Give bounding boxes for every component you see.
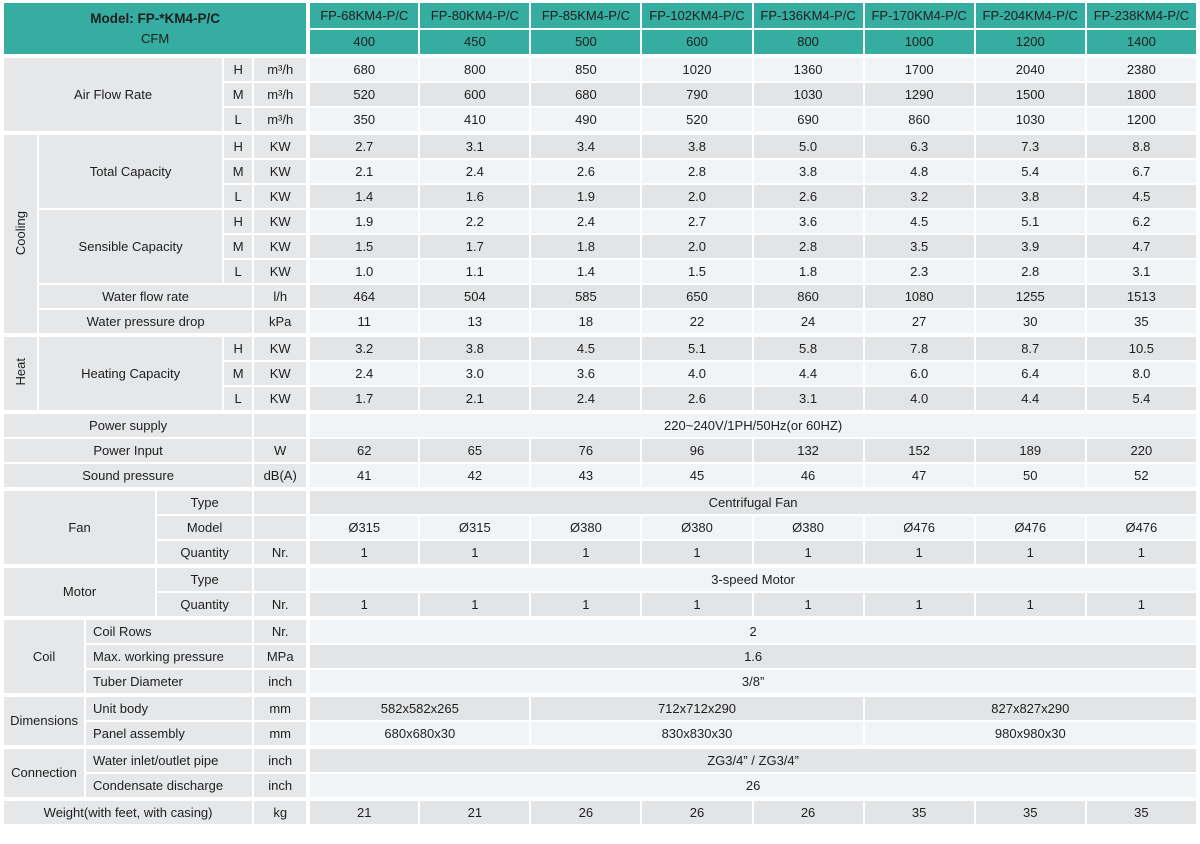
table-cell: 3.5: [864, 234, 975, 259]
table-cell: 1: [530, 540, 641, 566]
speed-label: L: [223, 259, 253, 284]
table-cell: 504: [419, 284, 530, 309]
table-cell: 520: [308, 82, 419, 107]
table-cell: 35: [864, 799, 975, 825]
speed-label: H: [223, 335, 253, 361]
table-cell: 2.8: [753, 234, 864, 259]
motor-label: Motor: [3, 566, 156, 618]
panel-assembly-label: Panel assembly: [85, 721, 253, 747]
table-cell: 42: [419, 463, 530, 489]
unit-label: MPa: [253, 644, 308, 669]
table-cell: 2.4: [530, 386, 641, 412]
table-cell: 2.7: [308, 133, 419, 159]
unit-label: mm: [253, 721, 308, 747]
speed-label: L: [223, 107, 253, 133]
row-tuber-diameter: [3, 669, 1197, 695]
column-header-cell: FP-204KM4-P/C: [975, 2, 1086, 29]
table-cell: Ø380: [641, 515, 752, 540]
table-cell: 1: [1086, 592, 1197, 618]
table-cell: 1.4: [308, 184, 419, 209]
table-cell: Ø315: [308, 515, 419, 540]
table-cell: 3.4: [530, 133, 641, 159]
table-cell: 35: [1086, 799, 1197, 825]
row-fan-type: [3, 489, 1197, 515]
tuber-diameter-value: 3/8”: [308, 669, 1197, 695]
table-cell: 2040: [975, 56, 1086, 82]
unit-body-value-large: 827x827x290: [864, 695, 1197, 721]
cfm-value-cell: 1400: [1086, 29, 1197, 56]
power-input-label: Power Input: [3, 438, 253, 463]
total-capacity-label: Total Capacity: [38, 133, 223, 209]
table-cell: 27: [864, 309, 975, 335]
table-cell: 4.7: [1086, 234, 1197, 259]
table-cell: 2.8: [975, 259, 1086, 284]
table-cell: 2380: [1086, 56, 1197, 82]
table-cell: 30: [975, 309, 1086, 335]
row-panel-assembly: [3, 721, 1197, 747]
condensate-value: 26: [308, 773, 1197, 799]
water-flow-rate-label: Water flow rate: [38, 284, 253, 309]
speed-label: L: [223, 386, 253, 412]
table-cell: Ø476: [975, 515, 1086, 540]
table-cell: 6.2: [1086, 209, 1197, 234]
table-cell: Ø380: [753, 515, 864, 540]
table-cell: 1513: [1086, 284, 1197, 309]
column-header-cell: FP-80KM4-P/C: [419, 2, 530, 29]
cooling-label: Cooling: [13, 210, 28, 255]
unit-label: inch: [253, 747, 308, 773]
table-cell: Ø476: [864, 515, 975, 540]
unit-label: l/h: [253, 284, 308, 309]
unit-label: Nr.: [253, 618, 308, 644]
unit-label: Nr.: [253, 540, 308, 566]
fan-model-label: Model: [156, 515, 253, 540]
table-cell: 585: [530, 284, 641, 309]
table-cell: 3.8: [641, 133, 752, 159]
table-cell: 45: [641, 463, 752, 489]
unit-body-value-medium: 712x712x290: [530, 695, 863, 721]
table-cell: 1: [530, 592, 641, 618]
table-cell: 132: [753, 438, 864, 463]
unit-label: inch: [253, 773, 308, 799]
table-cell: 1030: [753, 82, 864, 107]
table-cell: 2.4: [308, 361, 419, 386]
condensate-label: Condensate discharge: [85, 773, 253, 799]
table-cell: 62: [308, 438, 419, 463]
table-cell: 26: [530, 799, 641, 825]
table-cell: 4.8: [864, 159, 975, 184]
table-cell: 1.7: [308, 386, 419, 412]
table-cell: 2.6: [530, 159, 641, 184]
unit-label: Nr.: [253, 592, 308, 618]
motor-quantity-label: Quantity: [156, 592, 253, 618]
row-airflow-h: [3, 56, 1197, 82]
column-header-cell: FP-102KM4-P/C: [641, 2, 752, 29]
row-max-working-pressure: [3, 644, 1197, 669]
table-cell: 1290: [864, 82, 975, 107]
table-cell: 35: [1086, 309, 1197, 335]
table-cell: 680: [308, 56, 419, 82]
table-cell: 1.8: [753, 259, 864, 284]
table-cell: 6.4: [975, 361, 1086, 386]
table-cell: 600: [419, 82, 530, 107]
coil-rows-value: 2: [308, 618, 1197, 644]
unit-label: m³/h: [253, 56, 308, 82]
fan-type-value: Centrifugal Fan: [308, 489, 1197, 515]
table-cell: 410: [419, 107, 530, 133]
table-cell: 76: [530, 438, 641, 463]
heat-label: Heat: [13, 358, 28, 386]
table-cell: 3.8: [975, 184, 1086, 209]
power-supply-label: Power supply: [3, 412, 253, 438]
table-cell: 6.7: [1086, 159, 1197, 184]
table-cell: 22: [641, 309, 752, 335]
table-cell: 4.4: [753, 361, 864, 386]
table-cell: 490: [530, 107, 641, 133]
dimensions-label: Dimensions: [3, 695, 85, 747]
table-cell: 65: [419, 438, 530, 463]
coil-label: Coil: [3, 618, 85, 695]
table-cell: 2.1: [419, 386, 530, 412]
table-cell: 41: [308, 463, 419, 489]
table-cell: 1: [864, 540, 975, 566]
table-cell: Ø380: [530, 515, 641, 540]
table-cell: 464: [308, 284, 419, 309]
unit-body-label: Unit body: [85, 695, 253, 721]
table-cell: 1: [753, 592, 864, 618]
column-header-cell: FP-85KM4-P/C: [530, 2, 641, 29]
table-cell: 350: [308, 107, 419, 133]
table-cell: 26: [641, 799, 752, 825]
unit-label: [253, 566, 308, 592]
airflow-label: Air Flow Rate: [3, 56, 223, 133]
unit-label: [253, 412, 308, 438]
speed-label: M: [223, 361, 253, 386]
table-cell: 1: [975, 540, 1086, 566]
cooling-section-label: [3, 133, 38, 335]
column-header-cell: FP-136KM4-P/C: [753, 2, 864, 29]
table-cell: 800: [419, 56, 530, 82]
table-cell: 3.1: [1086, 259, 1197, 284]
fan-quantity-label: Quantity: [156, 540, 253, 566]
unit-label: mm: [253, 695, 308, 721]
table-cell: 43: [530, 463, 641, 489]
table-cell: 7.8: [864, 335, 975, 361]
row-sensible-capacity-h: [3, 209, 1197, 234]
table-cell: 26: [753, 799, 864, 825]
table-cell: 520: [641, 107, 752, 133]
row-unit-body: [3, 695, 1197, 721]
table-cell: 96: [641, 438, 752, 463]
unit-label: KW: [253, 234, 308, 259]
table-cell: 1030: [975, 107, 1086, 133]
row-fan-model: [3, 515, 1197, 540]
table-cell: 4.0: [641, 361, 752, 386]
cfm-value-cell: 1200: [975, 29, 1086, 56]
speed-label: M: [223, 159, 253, 184]
table-cell: 152: [864, 438, 975, 463]
table-cell: 1080: [864, 284, 975, 309]
sensible-capacity-label: Sensible Capacity: [38, 209, 223, 284]
unit-label: kg: [253, 799, 308, 825]
table-cell: 2.2: [419, 209, 530, 234]
table-cell: 35: [975, 799, 1086, 825]
sound-pressure-label: Sound pressure: [3, 463, 253, 489]
table-cell: 1.7: [419, 234, 530, 259]
table-cell: 10.5: [1086, 335, 1197, 361]
unit-label: inch: [253, 669, 308, 695]
row-sound-pressure: [3, 463, 1197, 489]
coil-rows-label: Coil Rows: [85, 618, 253, 644]
unit-label: KW: [253, 209, 308, 234]
unit-label: kPa: [253, 309, 308, 335]
table-cell: 2.0: [641, 234, 752, 259]
table-cell: 1.1: [419, 259, 530, 284]
weight-label: Weight(with feet, with casing): [3, 799, 253, 825]
row-motor-type: [3, 566, 1197, 592]
table-cell: 1500: [975, 82, 1086, 107]
table-cell: 7.3: [975, 133, 1086, 159]
table-cell: 11: [308, 309, 419, 335]
table-cell: 6.3: [864, 133, 975, 159]
unit-body-value-small: 582x582x265: [308, 695, 530, 721]
table-cell: 18: [530, 309, 641, 335]
table-cell: 1: [308, 592, 419, 618]
column-header-cell: FP-238KM4-P/C: [1086, 2, 1197, 29]
fan-label: Fan: [3, 489, 156, 566]
cfm-value-cell: 600: [641, 29, 752, 56]
table-cell: 3.6: [530, 361, 641, 386]
unit-label: m³/h: [253, 82, 308, 107]
speed-label: H: [223, 209, 253, 234]
table-cell: 2.8: [641, 159, 752, 184]
table-cell: 1.4: [530, 259, 641, 284]
row-heating-capacity-h: [3, 335, 1197, 361]
speed-label: M: [223, 234, 253, 259]
spec-table: [2, 1, 1198, 826]
table-cell: 2.4: [530, 209, 641, 234]
table-cell: 4.0: [864, 386, 975, 412]
table-cell: 220: [1086, 438, 1197, 463]
cfm-value-cell: 1000: [864, 29, 975, 56]
table-cell: 3.1: [753, 386, 864, 412]
table-cell: 2.4: [419, 159, 530, 184]
table-cell: 8.8: [1086, 133, 1197, 159]
row-water-pipe: [3, 747, 1197, 773]
heating-capacity-label: Heating Capacity: [38, 335, 223, 412]
table-cell: 1800: [1086, 82, 1197, 107]
table-cell: 5.1: [975, 209, 1086, 234]
row-power-input: [3, 438, 1197, 463]
row-weight: [3, 799, 1197, 825]
table-cell: 2.6: [641, 386, 752, 412]
table-cell: 24: [753, 309, 864, 335]
table-cell: 8.7: [975, 335, 1086, 361]
panel-assembly-value-medium: 830x830x30: [530, 721, 863, 747]
unit-label: KW: [253, 133, 308, 159]
unit-label: W: [253, 438, 308, 463]
table-cell: 2.1: [308, 159, 419, 184]
unit-label: KW: [253, 184, 308, 209]
table-cell: 690: [753, 107, 864, 133]
table-cell: 5.4: [975, 159, 1086, 184]
max-working-pressure-value: 1.6: [308, 644, 1197, 669]
row-fan-quantity: [3, 540, 1197, 566]
max-working-pressure-label: Max. working pressure: [85, 644, 253, 669]
table-cell: 1020: [641, 56, 752, 82]
table-cell: 5.8: [753, 335, 864, 361]
motor-type-label: Type: [156, 566, 253, 592]
water-pressure-drop-label: Water pressure drop: [38, 309, 253, 335]
heat-section-label: [3, 335, 38, 412]
cfm-value-cell: 400: [308, 29, 419, 56]
unit-label: KW: [253, 159, 308, 184]
speed-label: M: [223, 82, 253, 107]
power-supply-value: 220~240V/1PH/50Hz(or 60HZ): [308, 412, 1197, 438]
table-cell: 21: [419, 799, 530, 825]
table-cell: 4.5: [1086, 184, 1197, 209]
table-cell: 1: [1086, 540, 1197, 566]
table-cell: 189: [975, 438, 1086, 463]
table-cell: 5.4: [1086, 386, 1197, 412]
column-header-cell: FP-170KM4-P/C: [864, 2, 975, 29]
table-cell: 3.2: [864, 184, 975, 209]
table-cell: 680: [530, 82, 641, 107]
speed-label: H: [223, 133, 253, 159]
row-condensate: [3, 773, 1197, 799]
table-cell: 1.9: [530, 184, 641, 209]
table-cell: 4.5: [864, 209, 975, 234]
table-cell: 790: [641, 82, 752, 107]
table-cell: 13: [419, 309, 530, 335]
unit-label: KW: [253, 259, 308, 284]
table-cell: 1.5: [641, 259, 752, 284]
table-cell: 21: [308, 799, 419, 825]
table-cell: 1: [864, 592, 975, 618]
table-cell: Ø476: [1086, 515, 1197, 540]
unit-label: KW: [253, 361, 308, 386]
column-header-cell: FP-68KM4-P/C: [308, 2, 419, 29]
table-cell: 1.0: [308, 259, 419, 284]
tuber-diameter-label: Tuber Diameter: [85, 669, 253, 695]
speed-label: L: [223, 184, 253, 209]
table-cell: 50: [975, 463, 1086, 489]
table-cell: 1: [419, 540, 530, 566]
connection-label: Connection: [3, 747, 85, 799]
table-cell: 1360: [753, 56, 864, 82]
table-cell: 52: [1086, 463, 1197, 489]
table-cell: 3.0: [419, 361, 530, 386]
table-cell: 1.8: [530, 234, 641, 259]
row-water-flow-rate: [3, 284, 1197, 309]
table-cell: 3.1: [419, 133, 530, 159]
table-cell: 1: [641, 540, 752, 566]
table-cell: 47: [864, 463, 975, 489]
table-cell: 46: [753, 463, 864, 489]
table-cell: 850: [530, 56, 641, 82]
water-pipe-value: ZG3/4” / ZG3/4”: [308, 747, 1197, 773]
table-cell: 1.9: [308, 209, 419, 234]
table-cell: 1: [753, 540, 864, 566]
table-cell: 1200: [1086, 107, 1197, 133]
table-cell: 860: [753, 284, 864, 309]
table-cell: 2.0: [641, 184, 752, 209]
table-cell: 2.7: [641, 209, 752, 234]
row-coil-rows: [3, 618, 1197, 644]
panel-assembly-value-large: 980x980x30: [864, 721, 1197, 747]
model-header-cell: [3, 2, 308, 56]
speed-label: H: [223, 56, 253, 82]
unit-label: dB(A): [253, 463, 308, 489]
table-cell: 3.8: [419, 335, 530, 361]
unit-label: KW: [253, 335, 308, 361]
table-cell: Ø315: [419, 515, 530, 540]
motor-type-value: 3-speed Motor: [308, 566, 1197, 592]
unit-label: [253, 489, 308, 515]
table-cell: 1: [419, 592, 530, 618]
table-cell: 2.3: [864, 259, 975, 284]
header-row-models: [3, 2, 1197, 29]
table-cell: 1.5: [308, 234, 419, 259]
table-cell: 1: [975, 592, 1086, 618]
table-cell: 4.4: [975, 386, 1086, 412]
table-cell: 6.0: [864, 361, 975, 386]
table-cell: 3.9: [975, 234, 1086, 259]
cfm-label: CFM: [141, 30, 170, 46]
fan-type-label: Type: [156, 489, 253, 515]
table-cell: 1.6: [419, 184, 530, 209]
table-cell: 650: [641, 284, 752, 309]
row-power-supply: [3, 412, 1197, 438]
model-label: Model: FP-*KM4-P/C: [90, 10, 220, 26]
table-cell: 1: [308, 540, 419, 566]
unit-label: m³/h: [253, 107, 308, 133]
table-cell: 8.0: [1086, 361, 1197, 386]
cfm-value-cell: 450: [419, 29, 530, 56]
panel-assembly-value-small: 680x680x30: [308, 721, 530, 747]
row-water-pressure-drop: [3, 309, 1197, 335]
table-cell: 1700: [864, 56, 975, 82]
table-cell: 3.8: [753, 159, 864, 184]
table-cell: 5.0: [753, 133, 864, 159]
water-pipe-label: Water inlet/outlet pipe: [85, 747, 253, 773]
unit-label: [253, 515, 308, 540]
row-total-capacity-h: [3, 133, 1197, 159]
table-cell: 3.2: [308, 335, 419, 361]
table-cell: 3.6: [753, 209, 864, 234]
table-cell: 4.5: [530, 335, 641, 361]
unit-label: KW: [253, 386, 308, 412]
row-motor-quantity: [3, 592, 1197, 618]
table-cell: 1: [641, 592, 752, 618]
table-cell: 2.6: [753, 184, 864, 209]
table-cell: 5.1: [641, 335, 752, 361]
table-cell: 860: [864, 107, 975, 133]
table-cell: 1255: [975, 284, 1086, 309]
cfm-value-cell: 800: [753, 29, 864, 56]
cfm-value-cell: 500: [530, 29, 641, 56]
